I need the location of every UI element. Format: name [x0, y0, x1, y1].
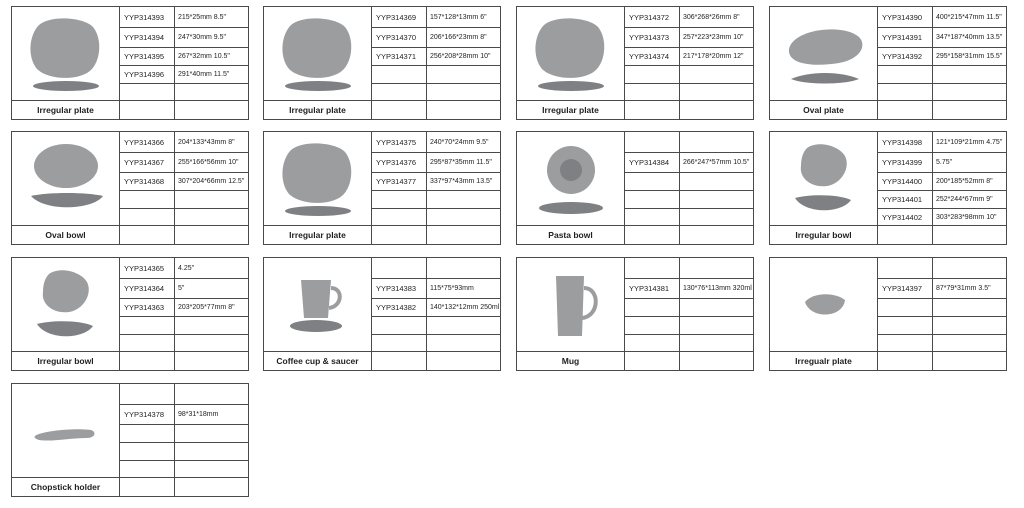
oval-plate-icon — [770, 7, 877, 100]
item-dimensions: 307*204*66mm 12.5" — [178, 178, 245, 185]
item-code — [372, 101, 427, 119]
item-code — [625, 209, 680, 226]
item-code — [625, 66, 680, 83]
item-dimensions: 303*283*98mm 10" — [936, 214, 997, 221]
item-dimensions — [933, 335, 1007, 352]
item-dimensions — [933, 299, 1007, 316]
product-caption: Chopstick holder — [12, 477, 119, 497]
mug-icon — [517, 258, 624, 351]
irregular-bowl-icon — [770, 132, 877, 225]
item-dimensions — [175, 461, 249, 478]
spec-row — [120, 384, 249, 404]
item-dimensions — [680, 335, 754, 352]
spec-row — [878, 334, 1007, 352]
item-code: YYP314395 — [120, 48, 175, 65]
product-card — [11, 383, 249, 497]
spec-row-empty — [625, 351, 754, 370]
item-dimensions — [175, 84, 249, 101]
item-code: YYP314396 — [120, 66, 175, 83]
item-code — [372, 352, 427, 370]
spec-row — [120, 65, 249, 83]
spec-row — [120, 47, 249, 65]
item-code — [372, 66, 427, 83]
item-code — [878, 258, 933, 278]
item-code: YYP314371 — [372, 48, 427, 65]
spec-row-empty — [878, 351, 1007, 370]
spec-row — [878, 258, 1007, 278]
product-caption: Mug — [517, 351, 624, 371]
spec-row — [372, 258, 501, 278]
irregular-plate-icon — [264, 7, 371, 100]
spec-row-empty — [120, 477, 249, 496]
item-code — [878, 352, 933, 370]
item-code: YYP314393 — [120, 7, 175, 27]
spec-row — [120, 83, 249, 101]
spec-table — [877, 258, 1006, 370]
item-dimensions: 295*87*35mm 11.5" — [430, 159, 492, 166]
spec-row — [625, 27, 754, 47]
spec-row — [625, 258, 754, 278]
spec-row — [625, 83, 754, 101]
item-code — [372, 84, 427, 101]
spec-row — [878, 47, 1007, 65]
product-card — [11, 6, 249, 120]
spec-row — [878, 190, 1007, 208]
spec-row — [372, 152, 501, 172]
item-code — [120, 384, 175, 404]
spec-row — [120, 334, 249, 352]
product-card — [11, 257, 249, 371]
item-dimensions — [175, 209, 249, 226]
item-dimensions: 140*132*12mm 250ml — [430, 304, 500, 311]
product-card — [769, 6, 1007, 120]
spec-row — [625, 316, 754, 334]
item-dimensions: 257*223*23mm 10" — [683, 34, 744, 41]
spec-row — [120, 460, 249, 478]
spec-row — [120, 424, 249, 442]
product-card — [263, 257, 501, 371]
spec-table — [371, 258, 500, 370]
item-dimensions: 4.25" — [178, 264, 195, 272]
item-code: YYP314377 — [372, 173, 427, 190]
spec-row — [878, 65, 1007, 83]
item-dimensions — [680, 173, 754, 190]
item-dimensions: 98*31*18mm — [178, 411, 219, 418]
item-dimensions — [933, 66, 1007, 83]
item-dimensions — [680, 84, 754, 101]
spec-row — [625, 172, 754, 190]
item-dimensions — [427, 84, 501, 101]
item-code — [625, 173, 680, 190]
item-code: YYP314372 — [625, 7, 680, 27]
spec-row — [120, 7, 249, 27]
item-code: YYP314368 — [120, 173, 175, 190]
item-dimensions — [680, 66, 754, 83]
item-code: YYP314376 — [372, 153, 427, 172]
item-dimensions — [175, 352, 249, 370]
spec-row-empty — [878, 100, 1007, 119]
item-code — [878, 101, 933, 119]
spec-row — [120, 316, 249, 334]
product-caption: Pasta bowl — [517, 225, 624, 245]
spec-row — [372, 132, 501, 152]
item-dimensions — [427, 66, 501, 83]
item-code: YYP314390 — [878, 7, 933, 27]
item-dimensions — [680, 132, 754, 152]
item-code — [625, 299, 680, 316]
pasta-bowl-icon — [517, 132, 624, 225]
product-caption: Oval plate — [770, 100, 877, 120]
spec-table — [119, 384, 248, 496]
spec-row — [120, 152, 249, 172]
item-code — [878, 84, 933, 101]
product-caption: Irregular plate — [12, 100, 119, 120]
item-code — [625, 258, 680, 278]
item-dimensions — [680, 352, 754, 370]
chopstick-holder-icon — [12, 384, 119, 477]
product-caption: Irregular plate — [264, 100, 371, 120]
spec-row — [372, 83, 501, 101]
spec-table — [119, 7, 248, 119]
item-dimensions: 267*32mm 10.5" — [178, 53, 230, 60]
item-code — [120, 443, 175, 460]
item-code — [372, 226, 427, 244]
item-dimensions: 115*75*93mm — [430, 285, 474, 292]
spec-row — [625, 208, 754, 226]
spec-row — [625, 152, 754, 172]
item-code — [625, 132, 680, 152]
spec-row-empty — [120, 225, 249, 244]
item-code — [372, 258, 427, 278]
item-code: YYP314398 — [878, 132, 933, 152]
spec-row — [372, 208, 501, 226]
irregular-plate-icon — [264, 132, 371, 225]
item-code — [878, 66, 933, 83]
spec-row-empty — [372, 225, 501, 244]
item-code — [120, 226, 175, 244]
product-caption: Coffee cup & saucer — [264, 351, 371, 371]
spec-row-empty — [878, 225, 1007, 244]
item-dimensions — [175, 443, 249, 460]
item-dimensions — [427, 335, 501, 352]
item-code: YYP314373 — [625, 28, 680, 47]
item-dimensions: 266*247*57mm 10.5" — [683, 159, 750, 166]
item-dimensions — [680, 209, 754, 226]
item-code — [120, 425, 175, 442]
item-code: YYP314363 — [120, 299, 175, 316]
item-dimensions: 130*76*113mm 320ml — [683, 285, 752, 292]
spec-row — [372, 47, 501, 65]
item-dimensions — [427, 258, 501, 278]
item-dimensions: 5" — [178, 285, 185, 292]
item-code: YYP314384 — [625, 153, 680, 172]
spec-row — [372, 298, 501, 316]
item-dimensions: 347*187*40mm 13.5" — [936, 34, 1003, 41]
item-code — [372, 335, 427, 352]
item-code: YYP314401 — [878, 191, 933, 208]
spec-row — [120, 298, 249, 316]
item-code — [372, 317, 427, 334]
spec-row — [372, 316, 501, 334]
spec-row-empty — [625, 100, 754, 119]
item-dimensions — [427, 352, 501, 370]
item-dimensions: 295*158*31mm 15.5" — [936, 53, 1003, 60]
item-code — [625, 352, 680, 370]
item-code: YYP314381 — [625, 279, 680, 298]
spec-row — [120, 190, 249, 208]
item-dimensions: 200*185*52mm 8" — [936, 178, 993, 185]
item-dimensions — [933, 226, 1007, 244]
item-dimensions: 204*133*43mm 8" — [178, 138, 235, 146]
item-dimensions — [680, 258, 754, 278]
item-code — [878, 299, 933, 316]
item-code — [372, 191, 427, 208]
spec-row — [625, 65, 754, 83]
spec-row — [120, 27, 249, 47]
item-dimensions: 247*30mm 9.5" — [178, 34, 227, 41]
item-code — [625, 191, 680, 208]
coffee-cup-saucer-icon — [264, 258, 371, 351]
spec-row-empty — [625, 225, 754, 244]
item-code — [625, 335, 680, 352]
item-dimensions — [680, 191, 754, 208]
product-card — [516, 6, 754, 120]
item-dimensions — [175, 478, 249, 496]
spec-row — [878, 7, 1007, 27]
item-dimensions: 255*166*56mm 10" — [178, 159, 239, 166]
spec-row — [120, 442, 249, 460]
item-code — [878, 335, 933, 352]
item-code — [878, 317, 933, 334]
product-caption: Irregular plate — [264, 225, 371, 245]
spec-table — [371, 132, 500, 244]
spec-table — [371, 7, 500, 119]
item-code — [120, 352, 175, 370]
spec-row — [878, 316, 1007, 334]
spec-row — [120, 278, 249, 298]
spec-row — [625, 190, 754, 208]
item-code: YYP314394 — [120, 28, 175, 47]
item-code: YYP314375 — [372, 132, 427, 152]
item-dimensions — [933, 352, 1007, 370]
item-dimensions — [680, 317, 754, 334]
spec-row-empty — [372, 100, 501, 119]
spec-table — [877, 7, 1006, 119]
item-code — [120, 101, 175, 119]
spec-row-empty — [120, 351, 249, 370]
item-code: YYP314370 — [372, 28, 427, 47]
item-code: YYP314382 — [372, 299, 427, 316]
product-card — [11, 131, 249, 245]
item-code: YYP314397 — [878, 279, 933, 298]
spec-row — [878, 83, 1007, 101]
spec-row — [878, 27, 1007, 47]
item-code — [625, 84, 680, 101]
oval-bowl-icon — [12, 132, 119, 225]
item-dimensions: 400*215*47mm 11.5" — [936, 13, 1002, 21]
product-card — [263, 131, 501, 245]
item-code: YYP314392 — [878, 48, 933, 65]
spec-table — [624, 7, 753, 119]
product-caption: Irregular bowl — [12, 351, 119, 371]
spec-row — [878, 132, 1007, 152]
item-code: YYP314364 — [120, 279, 175, 298]
spec-table — [119, 132, 248, 244]
spec-row — [372, 7, 501, 27]
item-dimensions — [175, 101, 249, 119]
spec-row-empty — [372, 351, 501, 370]
spec-table — [119, 258, 248, 370]
spec-table — [877, 132, 1006, 244]
item-code — [120, 335, 175, 352]
product-card — [769, 131, 1007, 245]
spec-row — [878, 208, 1007, 226]
item-dimensions: 203*205*77mm 8" — [178, 304, 235, 311]
item-dimensions: 5.75" — [936, 159, 953, 166]
spec-row — [120, 132, 249, 152]
spec-row — [120, 208, 249, 226]
spec-row — [372, 65, 501, 83]
item-dimensions — [427, 191, 501, 208]
spec-row — [625, 334, 754, 352]
item-code: YYP314402 — [878, 209, 933, 226]
spec-row — [625, 298, 754, 316]
product-caption: Irregular bowl — [770, 225, 877, 245]
product-card — [769, 257, 1007, 371]
item-dimensions — [427, 101, 501, 119]
item-code — [120, 317, 175, 334]
item-code: YYP314391 — [878, 28, 933, 47]
product-caption: Irregualr plate — [770, 351, 877, 371]
item-code — [625, 317, 680, 334]
item-dimensions — [680, 101, 754, 119]
item-dimensions: 87*79*31mm 3.5" — [936, 285, 991, 292]
item-dimensions — [175, 226, 249, 244]
spec-row — [625, 47, 754, 65]
product-card — [263, 6, 501, 120]
item-code: YYP314369 — [372, 7, 427, 27]
item-code — [120, 461, 175, 478]
item-code — [878, 226, 933, 244]
spec-row — [878, 172, 1007, 190]
item-code: YYP314366 — [120, 132, 175, 152]
spec-table — [624, 258, 753, 370]
item-code: YYP314400 — [878, 173, 933, 190]
item-dimensions: 337*97*43mm 13.5" — [430, 178, 493, 185]
item-code: YYP314383 — [372, 279, 427, 298]
item-dimensions — [175, 191, 249, 208]
item-dimensions — [427, 209, 501, 226]
spec-row — [372, 172, 501, 190]
item-code: YYP314399 — [878, 153, 933, 172]
item-code: YYP314374 — [625, 48, 680, 65]
item-code: YYP314378 — [120, 405, 175, 424]
item-dimensions: 256*208*28mm 10" — [430, 53, 491, 60]
item-dimensions: 252*244*67mm 9" — [936, 196, 993, 203]
item-dimensions — [680, 299, 754, 316]
irregular-plate-icon — [517, 7, 624, 100]
item-dimensions: 217*178*20mm 12" — [683, 53, 744, 60]
item-dimensions: 157*128*13mm 6" — [430, 13, 487, 21]
item-code — [120, 191, 175, 208]
item-code — [625, 226, 680, 244]
product-caption: Irregular plate — [517, 100, 624, 120]
spec-row — [120, 258, 249, 278]
product-card — [516, 257, 754, 371]
item-code — [625, 101, 680, 119]
item-code — [120, 209, 175, 226]
item-code: YYP314367 — [120, 153, 175, 172]
item-dimensions — [175, 317, 249, 334]
spec-table — [624, 132, 753, 244]
item-code — [120, 478, 175, 496]
product-card — [516, 131, 754, 245]
item-dimensions: 291*40mm 11.5" — [178, 71, 230, 78]
item-dimensions — [427, 226, 501, 244]
item-dimensions: 306*268*26mm 8" — [683, 13, 740, 21]
item-code — [372, 209, 427, 226]
item-dimensions: 121*109*21mm 4.75" — [936, 138, 1003, 146]
spec-row — [878, 278, 1007, 298]
item-dimensions — [933, 101, 1007, 119]
item-dimensions — [933, 84, 1007, 101]
item-dimensions — [175, 335, 249, 352]
spec-row — [120, 404, 249, 424]
spec-row — [625, 132, 754, 152]
item-dimensions: 240*70*24mm 9.5" — [430, 138, 489, 146]
spec-row-empty — [120, 100, 249, 119]
irregular-bowl-icon — [12, 258, 119, 351]
item-dimensions — [175, 384, 249, 404]
product-caption: Oval bowl — [12, 225, 119, 245]
item-code — [120, 84, 175, 101]
spec-row — [878, 298, 1007, 316]
item-dimensions — [427, 317, 501, 334]
spec-row — [372, 27, 501, 47]
spec-row — [625, 278, 754, 298]
spec-row — [120, 172, 249, 190]
irregular-plate-icon — [12, 7, 119, 100]
item-dimensions — [680, 226, 754, 244]
item-dimensions — [933, 317, 1007, 334]
spec-row — [372, 278, 501, 298]
spec-row — [878, 152, 1007, 172]
spec-row — [625, 7, 754, 27]
item-dimensions: 206*166*23mm 8" — [430, 34, 487, 41]
item-dimensions — [175, 425, 249, 442]
spec-row — [372, 334, 501, 352]
small-irregular-bowl-icon — [770, 258, 877, 351]
spec-row — [372, 190, 501, 208]
item-dimensions — [933, 258, 1007, 278]
item-code: YYP314365 — [120, 258, 175, 278]
item-dimensions: 215*25mm 8.5" — [178, 13, 227, 21]
